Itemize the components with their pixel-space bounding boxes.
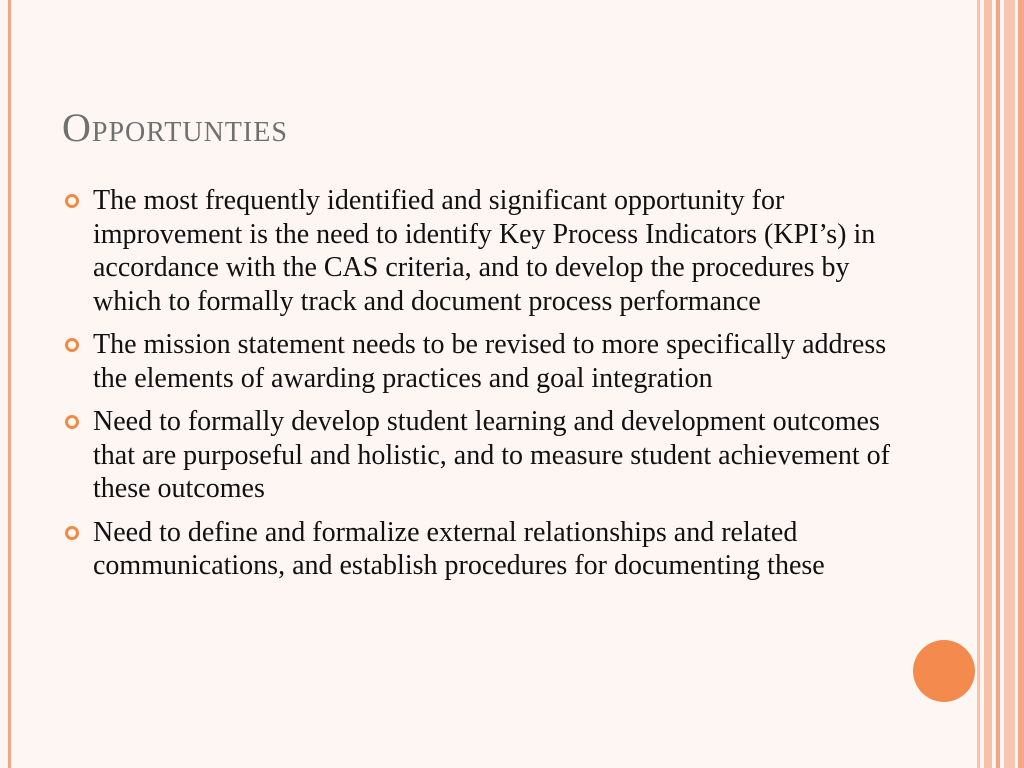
right-decorative-stripe <box>1018 0 1024 768</box>
bullet-item <box>62 516 892 583</box>
ring-bullet-icon <box>65 415 79 429</box>
bullet-text: Need to formally develop student learning and development outcomes that are purposeful and holistic, and to measure student achievement of these outcomes <box>93 406 890 504</box>
ring-bullet-icon <box>65 526 79 540</box>
bullet-list <box>62 184 892 593</box>
right-decorative-stripe <box>996 0 1000 768</box>
bullet-item <box>62 405 892 506</box>
bullet-item <box>62 328 892 395</box>
ring-bullet-icon <box>65 338 79 352</box>
ring-bullet-icon <box>65 194 79 208</box>
left-border-line <box>8 0 11 768</box>
bullet-text: The most frequently identified and significant opportunity for improvement is the need to identify Key Process Indicators (KPI’s) in accordance with the CAS criteria, and to develop the procedures by which to formally track and document process performance <box>93 185 876 317</box>
bullet-item <box>62 184 892 318</box>
slide-title: Opportunties <box>62 105 288 150</box>
right-decorative-stripe <box>1004 0 1015 768</box>
decorative-orange-circle <box>913 640 975 702</box>
right-decorative-stripe <box>984 0 992 768</box>
bullet-text: Need to define and formalize external relationships and related communications, and establish procedures for documenting these <box>93 516 825 581</box>
right-decorative-stripe <box>977 0 980 768</box>
bullet-text: The mission statement needs to be revised to more specifically address the elements of awarding practices and goal integration <box>93 329 887 394</box>
